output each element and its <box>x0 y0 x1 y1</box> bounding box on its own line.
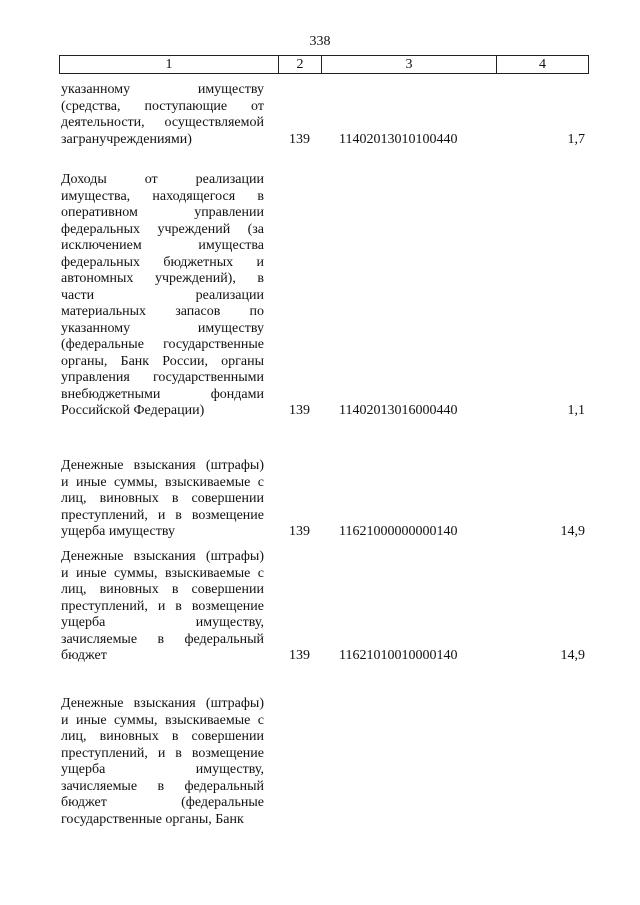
row-description-line: преступлений, и в возмещение <box>61 745 264 761</box>
row-description-line: государственные органы, Банк <box>61 811 244 827</box>
row-description <box>61 458 264 541</box>
row-description-line: и иные суммы, взыскиваемые с <box>61 565 264 581</box>
column-header-row <box>60 56 589 74</box>
row-description <box>61 82 264 148</box>
row-description-line: (федеральные государственные <box>61 337 264 352</box>
row-description <box>61 696 264 828</box>
row-description-line: Денежные взыскания (штрафы) <box>61 549 264 564</box>
row-chapter: 139 <box>289 131 310 147</box>
row-code: 11402013010100440 <box>339 131 458 147</box>
row-description <box>61 172 264 420</box>
row-description-line: Доходы от реализации <box>61 172 264 187</box>
row-description-line: (средства, поступающие от <box>61 98 264 114</box>
row-description-line: лиц, виновных в совершении <box>61 491 264 506</box>
row-description-line: деятельности, осуществляемой <box>61 115 264 130</box>
page-number: 338 <box>309 34 331 49</box>
row-description-line: преступлений, и в возмещение <box>61 598 264 614</box>
row-description-line: лиц, виновных в совершении <box>61 582 264 597</box>
column-header-3: 3 <box>322 56 497 74</box>
row-amount: 14,9 <box>560 648 585 663</box>
row-code: 11621010010000140 <box>339 648 458 663</box>
row-description-line: управления государственными <box>61 370 264 385</box>
row-description-line: указанному имуществу <box>61 320 264 336</box>
column-header-4: 4 <box>497 56 589 74</box>
row-description-line: указанному имуществу <box>61 82 264 97</box>
row-description-line: и иные суммы, взыскиваемые с <box>61 474 264 490</box>
row-code: 11402013016000440 <box>339 403 458 418</box>
row-chapter: 139 <box>289 524 310 539</box>
row-description-line: исключением имущества <box>61 238 264 253</box>
row-amount: 1,7 <box>567 131 585 147</box>
row-description-line: и иные суммы, взыскиваемые с <box>61 712 264 728</box>
column-header-table <box>59 55 589 74</box>
row-description-line: лиц, виновных в совершении <box>61 729 264 744</box>
row-description-line: оперативном управлении <box>61 205 264 220</box>
row-description-line: бюджет (федеральные <box>61 795 264 810</box>
row-description-line: Денежные взыскания (штрафы) <box>61 696 264 711</box>
row-amount: 1,1 <box>567 403 585 418</box>
row-chapter: 139 <box>289 403 310 418</box>
row-description-line: ущерба имуществу, <box>61 762 264 777</box>
row-description-line: зачисляемые в федеральный <box>61 631 264 647</box>
row-description-line: части реализации <box>61 287 264 303</box>
row-code: 11621000000000140 <box>339 524 458 539</box>
row-description-line: бюджет <box>61 648 107 663</box>
row-chapter: 139 <box>289 648 310 663</box>
row-description <box>61 549 264 665</box>
row-amount: 14,9 <box>560 524 585 539</box>
row-description-line: преступлений, и в возмещение <box>61 507 264 523</box>
row-description-line: загранучреждениями) <box>61 131 192 147</box>
column-header-2: 2 <box>279 56 322 74</box>
row-description-line: внебюджетными фондами <box>61 386 264 402</box>
row-description-line: материальных запасов по <box>61 304 264 319</box>
row-description-line: Российской Федерации) <box>61 403 205 418</box>
column-header-1: 1 <box>60 56 279 74</box>
row-description-line: федеральных учреждений (за <box>61 221 264 237</box>
row-description-line: автономных учреждений), в <box>61 271 264 286</box>
row-description-line: имущества, находящегося в <box>61 188 264 204</box>
row-description-line: ущерба имуществу, <box>61 615 264 630</box>
row-description-line: ущерба имуществу <box>61 524 175 539</box>
row-description-line: органы, Банк России, органы <box>61 353 264 369</box>
row-description-line: Денежные взыскания (штрафы) <box>61 458 264 473</box>
row-description-line: зачисляемые в федеральный <box>61 778 264 794</box>
row-description-line: федеральных бюджетных и <box>61 254 264 270</box>
